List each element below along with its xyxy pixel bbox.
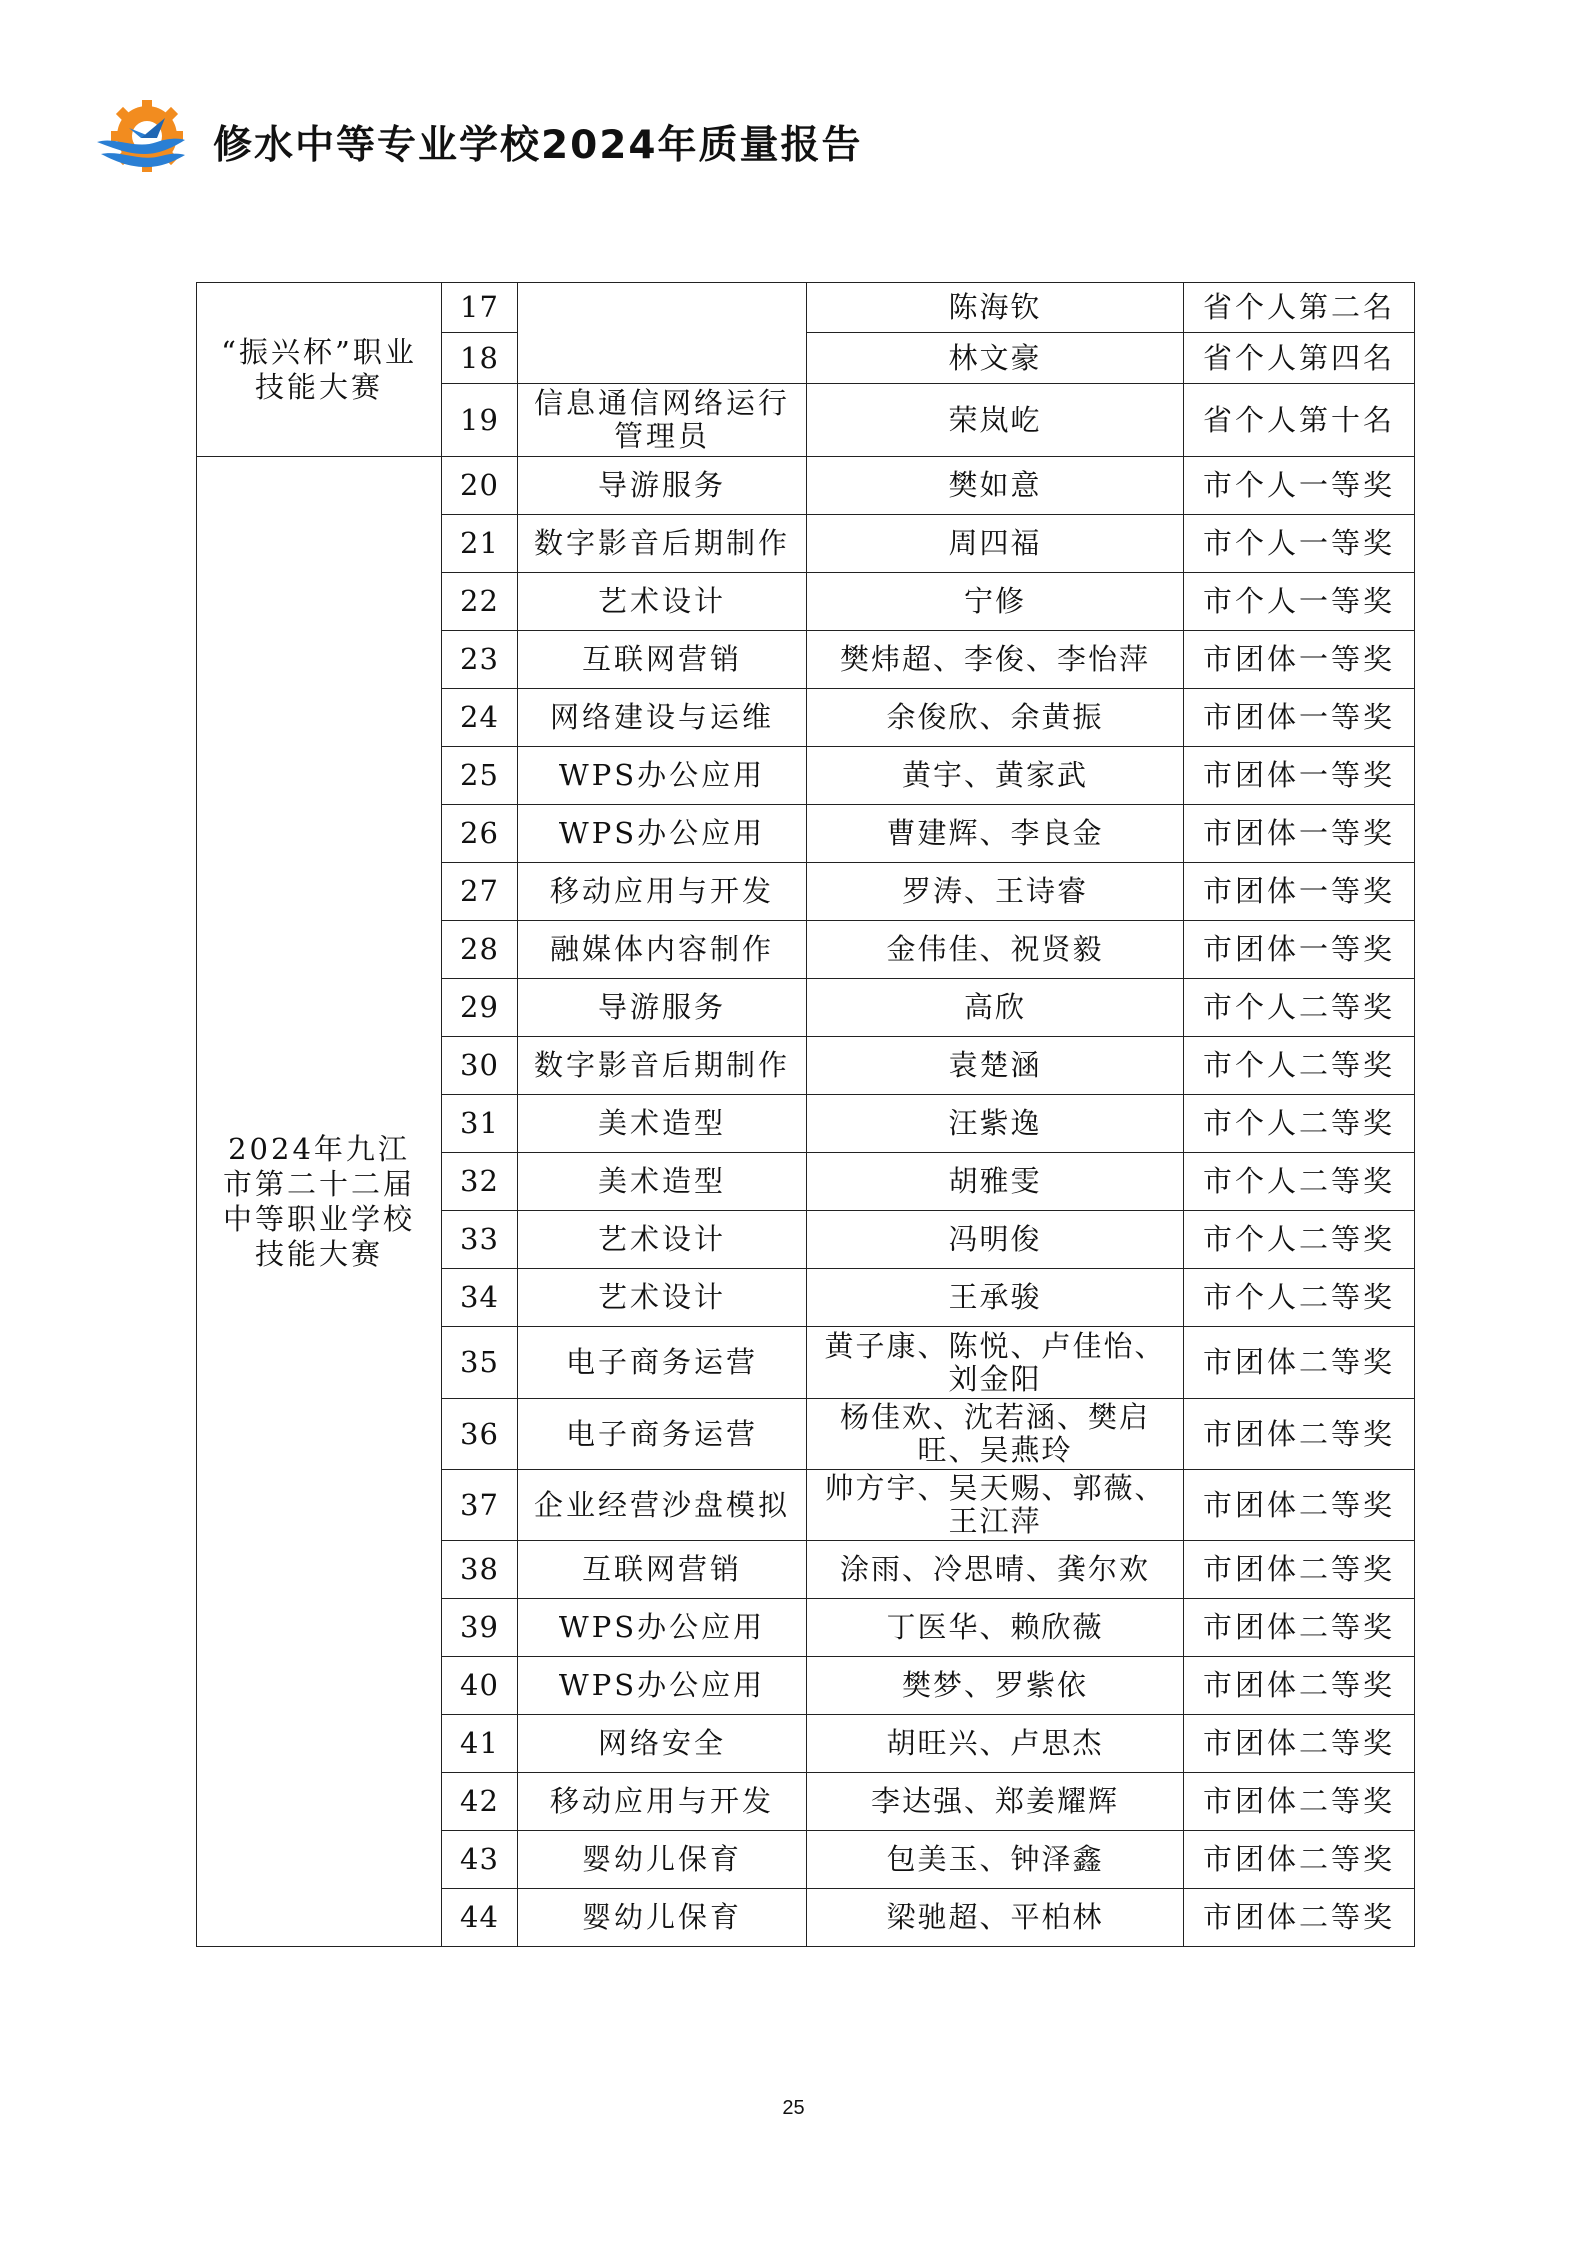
row-number: 38 xyxy=(442,1541,518,1599)
award-cell: 市个人一等奖 xyxy=(1184,457,1415,515)
names-cell: 黄宇、黄家武 xyxy=(807,747,1184,805)
award-cell: 市团体二等奖 xyxy=(1184,1541,1415,1599)
project-cell: 移动应用与开发 xyxy=(518,1773,807,1831)
row-number: 34 xyxy=(442,1269,518,1327)
award-cell: 市团体一等奖 xyxy=(1184,921,1415,979)
row-number: 27 xyxy=(442,863,518,921)
names-cell: 高欣 xyxy=(807,979,1184,1037)
project-cell: 互联网营销 xyxy=(518,631,807,689)
award-cell: 市团体二等奖 xyxy=(1184,1715,1415,1773)
competition-cell: “振兴杯”职业技能大赛 xyxy=(197,283,442,457)
project-cell: 企业经营沙盘模拟 xyxy=(518,1470,807,1541)
row-number: 25 xyxy=(442,747,518,805)
project-cell: 网络安全 xyxy=(518,1715,807,1773)
names-cell: 丁医华、赖欣薇 xyxy=(807,1599,1184,1657)
project-cell: WPS办公应用 xyxy=(518,747,807,805)
award-cell: 市个人二等奖 xyxy=(1184,979,1415,1037)
row-number: 31 xyxy=(442,1095,518,1153)
row-number: 18 xyxy=(442,333,518,384)
award-cell: 市团体一等奖 xyxy=(1184,631,1415,689)
award-cell: 市个人二等奖 xyxy=(1184,1095,1415,1153)
award-cell: 省个人第二名 xyxy=(1184,283,1415,333)
row-number: 30 xyxy=(442,1037,518,1095)
award-cell: 市个人二等奖 xyxy=(1184,1153,1415,1211)
award-cell: 省个人第四名 xyxy=(1184,333,1415,384)
names-cell: 陈海钦 xyxy=(807,283,1184,333)
names-cell: 樊如意 xyxy=(807,457,1184,515)
project-cell: 互联网营销 xyxy=(518,1541,807,1599)
award-cell: 市团体二等奖 xyxy=(1184,1657,1415,1715)
row-number: 35 xyxy=(442,1327,518,1399)
award-cell: 市团体二等奖 xyxy=(1184,1889,1415,1947)
names-cell: 李达强、郑姜耀辉 xyxy=(807,1773,1184,1831)
names-cell: 曹建辉、李良金 xyxy=(807,805,1184,863)
names-cell: 林文豪 xyxy=(807,333,1184,384)
row-number: 36 xyxy=(442,1399,518,1470)
project-cell: 艺术设计 xyxy=(518,1269,807,1327)
row-number: 19 xyxy=(442,384,518,457)
project-cell: WPS办公应用 xyxy=(518,1599,807,1657)
row-number: 23 xyxy=(442,631,518,689)
awards-table xyxy=(196,282,1415,1947)
award-cell: 市个人二等奖 xyxy=(1184,1211,1415,1269)
award-cell: 市团体二等奖 xyxy=(1184,1599,1415,1657)
names-cell: 冯明俊 xyxy=(807,1211,1184,1269)
award-cell: 省个人第十名 xyxy=(1184,384,1415,457)
award-cell: 市团体一等奖 xyxy=(1184,689,1415,747)
project-cell: WPS办公应用 xyxy=(518,805,807,863)
project-cell: 电子商务运营 xyxy=(518,1327,807,1399)
award-cell: 市团体二等奖 xyxy=(1184,1831,1415,1889)
names-cell: 樊炜超、李俊、李怡萍 xyxy=(807,631,1184,689)
row-number: 17 xyxy=(442,283,518,333)
table-row xyxy=(197,457,1415,515)
project-cell: 数字影音后期制作 xyxy=(518,1037,807,1095)
row-number: 20 xyxy=(442,457,518,515)
names-cell: 金伟佳、祝贤毅 xyxy=(807,921,1184,979)
project-cell: 导游服务 xyxy=(518,979,807,1037)
award-cell: 市团体二等奖 xyxy=(1184,1773,1415,1831)
project-cell: 移动应用与开发 xyxy=(518,863,807,921)
row-number: 37 xyxy=(442,1470,518,1541)
row-number: 22 xyxy=(442,573,518,631)
names-cell: 袁楚涵 xyxy=(807,1037,1184,1095)
award-cell: 市个人二等奖 xyxy=(1184,1037,1415,1095)
project-cell: WPS办公应用 xyxy=(518,1657,807,1715)
project-cell: 网络建设与运维 xyxy=(518,689,807,747)
project-cell: 融媒体内容制作 xyxy=(518,921,807,979)
award-cell: 市团体一等奖 xyxy=(1184,805,1415,863)
project-cell: 数字影音后期制作 xyxy=(518,515,807,573)
names-cell: 王承骏 xyxy=(807,1269,1184,1327)
project-cell: 婴幼儿保育 xyxy=(518,1889,807,1947)
row-number: 32 xyxy=(442,1153,518,1211)
names-cell: 宁修 xyxy=(807,573,1184,631)
names-cell: 涂雨、冷思晴、龚尔欢 xyxy=(807,1541,1184,1599)
row-number: 29 xyxy=(442,979,518,1037)
project-cell: 艺术设计 xyxy=(518,1211,807,1269)
project-cell: 电子商务运营 xyxy=(518,1399,807,1470)
project-cell: 艺术设计 xyxy=(518,573,807,631)
row-number: 41 xyxy=(442,1715,518,1773)
project-cell: 美术造型 xyxy=(518,1153,807,1211)
row-number: 28 xyxy=(442,921,518,979)
award-cell: 市团体二等奖 xyxy=(1184,1470,1415,1541)
row-number: 26 xyxy=(442,805,518,863)
row-number: 33 xyxy=(442,1211,518,1269)
project-cell: 导游服务 xyxy=(518,457,807,515)
competition-cell: 2024年九江市第二十二届中等职业学校技能大赛 xyxy=(197,457,442,1947)
page-number: 25 xyxy=(782,2097,805,2119)
names-cell: 帅方宇、吴天赐、郭薇、王江萍 xyxy=(807,1470,1184,1541)
project-cell: 信息通信网络运行管理员 xyxy=(518,384,807,457)
names-cell: 汪紫逸 xyxy=(807,1095,1184,1153)
names-cell: 杨佳欢、沈若涵、樊启旺、吴燕玲 xyxy=(807,1399,1184,1470)
award-cell: 市团体一等奖 xyxy=(1184,747,1415,805)
row-number: 24 xyxy=(442,689,518,747)
page-header xyxy=(95,98,1095,188)
project-cell: 美术造型 xyxy=(518,1095,807,1153)
table-row xyxy=(197,283,1415,333)
award-cell: 市团体二等奖 xyxy=(1184,1327,1415,1399)
award-cell: 市团体二等奖 xyxy=(1184,1399,1415,1470)
row-number: 42 xyxy=(442,1773,518,1831)
names-cell: 樊梦、罗紫依 xyxy=(807,1657,1184,1715)
award-cell: 市个人一等奖 xyxy=(1184,515,1415,573)
names-cell: 梁驰超、平柏林 xyxy=(807,1889,1184,1947)
names-cell: 罗涛、王诗睿 xyxy=(807,863,1184,921)
names-cell: 余俊欣、余黄振 xyxy=(807,689,1184,747)
row-number: 39 xyxy=(442,1599,518,1657)
row-number: 40 xyxy=(442,1657,518,1715)
school-gear-logo-icon xyxy=(95,98,187,188)
names-cell: 胡旺兴、卢思杰 xyxy=(807,1715,1184,1773)
names-cell: 周四福 xyxy=(807,515,1184,573)
award-cell: 市团体一等奖 xyxy=(1184,863,1415,921)
award-cell: 市个人二等奖 xyxy=(1184,1269,1415,1327)
project-cell xyxy=(518,283,807,384)
row-number: 44 xyxy=(442,1889,518,1947)
names-cell: 黄子康、陈悦、卢佳怡、刘金阳 xyxy=(807,1327,1184,1399)
award-cell: 市个人一等奖 xyxy=(1184,573,1415,631)
row-number: 21 xyxy=(442,515,518,573)
names-cell: 包美玉、钟泽鑫 xyxy=(807,1831,1184,1889)
names-cell: 荣岚屹 xyxy=(807,384,1184,457)
project-cell: 婴幼儿保育 xyxy=(518,1831,807,1889)
names-cell: 胡雅雯 xyxy=(807,1153,1184,1211)
row-number: 43 xyxy=(442,1831,518,1889)
document-title: 修水中等专业学校2024年质量报告 xyxy=(213,123,863,168)
